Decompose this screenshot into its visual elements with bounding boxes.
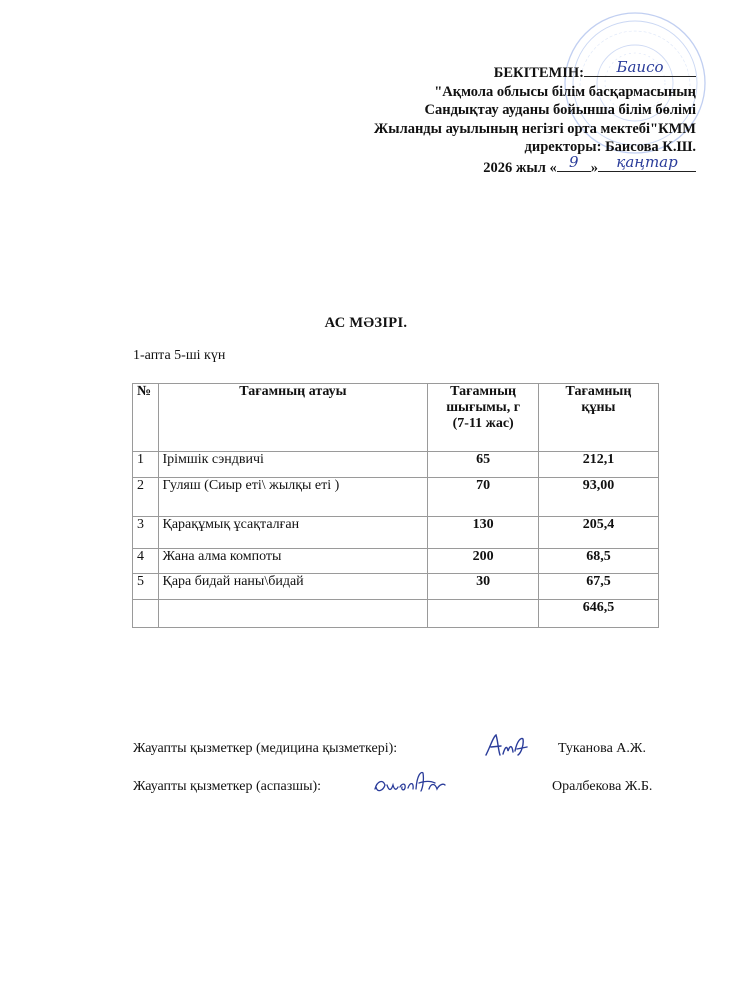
medic-signature-icon (483, 731, 531, 761)
header-price-line1: Тағамның (565, 384, 632, 399)
header-yield-line2: шығымы, г (446, 400, 521, 415)
date-line (374, 152, 696, 178)
approval-label: БЕКІТЕМІН: (493, 65, 584, 81)
director-signature-line (584, 58, 696, 77)
approval-header-line (374, 58, 696, 83)
row-yield: 70 (428, 478, 539, 517)
row-name: Ірімшік сэндвичі (158, 452, 428, 478)
table-header-row (133, 384, 659, 452)
medic-responsible-line (133, 741, 673, 757)
row-yield: 200 (428, 549, 539, 574)
table-total-row (133, 600, 659, 628)
header-yield-line3: (7-11 жас) (452, 416, 514, 431)
medic-label: Жауапты қызметкер (медицина қызметкері): (133, 741, 398, 756)
document-title: АС МӘЗІРІ. (324, 315, 408, 331)
quote-close: » (590, 159, 598, 176)
row-num: 5 (133, 574, 159, 600)
medic-name: Туканова А.Ж. (558, 741, 646, 756)
month-blank (598, 152, 696, 172)
approval-block (373, 58, 696, 177)
header-name: Тағамның атауы (158, 384, 428, 452)
org-line-3: Жыланды ауылының негізгі орта мектебі"КММ (373, 120, 696, 137)
row-num: 4 (133, 549, 159, 574)
week-day-subtitle: 1-апта 5-ші күн (133, 348, 226, 363)
row-price: 93,00 (538, 478, 658, 517)
row-price: 205,4 (538, 517, 658, 549)
row-num: 1 (133, 452, 159, 478)
row-name: Қара бидай наны\бидай (158, 574, 428, 600)
day-blank (557, 152, 591, 172)
cook-signature-icon (371, 767, 449, 801)
row-num: 2 (133, 478, 159, 517)
table-row (133, 517, 659, 549)
row-name: Гуляш (Сиыр еті\ жылқы еті ) (158, 478, 428, 517)
header-yield-line1: Тағамның (450, 384, 517, 399)
row-name: Қарақұмық ұсақталған (158, 517, 428, 549)
row-yield: 30 (428, 574, 539, 600)
cook-name: Оралбекова Ж.Б. (552, 779, 653, 794)
row-price: 67,5 (538, 574, 658, 600)
table-row (133, 452, 659, 478)
director-signature: Баисо (616, 58, 664, 76)
total-price: 646,5 (538, 600, 658, 628)
row-name: Жана алма компоты (158, 549, 428, 574)
row-yield: 130 (428, 517, 539, 549)
year-prefix: 2026 жыл « (483, 159, 557, 176)
row-num: 3 (133, 517, 159, 549)
table-row (133, 574, 659, 600)
table-row (133, 549, 659, 574)
total-empty-num (133, 600, 159, 628)
row-yield: 65 (428, 452, 539, 478)
total-empty-name (158, 600, 428, 628)
day-handwritten: 9 (568, 152, 579, 171)
cook-label: Жауапты қызметкер (аспазшы): (133, 779, 322, 794)
header-price (538, 384, 658, 452)
row-price: 212,1 (538, 452, 658, 478)
month-handwritten: қаңтар (616, 152, 678, 171)
director-line: директоры: Баисова К.Ш. (524, 139, 696, 155)
org-line-2: Сандықтау ауданы бойынша білім бөлімі (424, 102, 696, 118)
header-num: № (133, 384, 159, 452)
table-row (133, 478, 659, 517)
menu-table (132, 383, 659, 628)
org-line-1: "Ақмола облысы білім басқармасының (434, 83, 696, 100)
total-empty-yield (428, 600, 539, 628)
header-price-line2: құны (581, 400, 616, 415)
header-yield (428, 384, 539, 452)
cook-responsible-line (133, 779, 673, 795)
row-price: 68,5 (538, 549, 658, 574)
